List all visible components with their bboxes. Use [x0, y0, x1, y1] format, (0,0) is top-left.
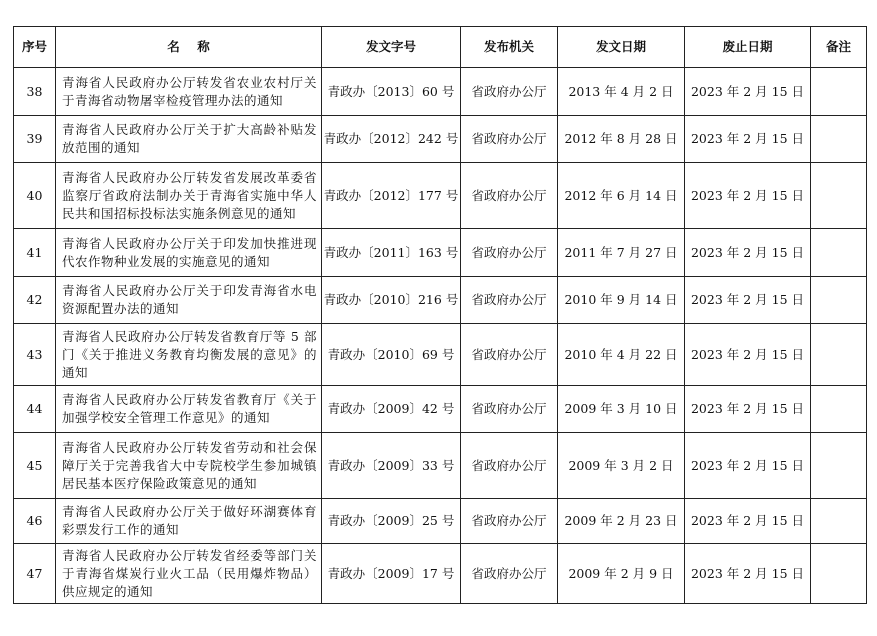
row-repeal-date: 2023 年 2 月 15 日 [685, 544, 811, 604]
row-issue-date: 2012 年 6 月 14 日 [558, 163, 685, 229]
row-remark [811, 386, 867, 433]
row-issuer: 省政府办公厅 [461, 163, 558, 229]
row-repeal-date: 2023 年 2 月 15 日 [685, 229, 811, 277]
table-row [14, 499, 867, 544]
row-remark [811, 324, 867, 386]
header-index: 序号 [14, 27, 56, 68]
repealed-documents-table [13, 26, 867, 604]
row-repeal-date: 2023 年 2 月 15 日 [685, 116, 811, 163]
row-doc-number: 青政办〔2012〕177 号 [322, 163, 461, 229]
row-remark [811, 229, 867, 277]
row-doc-number: 青政办〔2012〕242 号 [322, 116, 461, 163]
table-row [14, 544, 867, 604]
table-row [14, 433, 867, 499]
row-name: 青海省人民政府办公厅关于印发加快推进现代农作物种业发展的实施意见的通知 [56, 229, 322, 277]
row-remark [811, 433, 867, 499]
row-issue-date: 2009 年 2 月 23 日 [558, 499, 685, 544]
row-issuer: 省政府办公厅 [461, 229, 558, 277]
row-issuer: 省政府办公厅 [461, 544, 558, 604]
row-issue-date: 2011 年 7 月 27 日 [558, 229, 685, 277]
row-remark [811, 68, 867, 116]
row-issuer: 省政府办公厅 [461, 68, 558, 116]
header-doc-number: 发文字号 [322, 27, 461, 68]
row-index: 47 [14, 544, 56, 604]
row-name: 青海省人民政府办公厅转发省教育厅等 5 部门《关于推进义务教育均衡发展的意见》的通知 [56, 324, 322, 386]
header-remark: 备注 [811, 27, 867, 68]
row-index: 39 [14, 116, 56, 163]
row-name: 青海省人民政府办公厅关于做好环湖赛体育彩票发行工作的通知 [56, 499, 322, 544]
row-remark [811, 499, 867, 544]
row-repeal-date: 2023 年 2 月 15 日 [685, 68, 811, 116]
row-issuer: 省政府办公厅 [461, 277, 558, 324]
row-issuer: 省政府办公厅 [461, 324, 558, 386]
table-row [14, 386, 867, 433]
row-repeal-date: 2023 年 2 月 15 日 [685, 277, 811, 324]
header-repeal-date: 废止日期 [685, 27, 811, 68]
row-doc-number: 青政办〔2009〕17 号 [322, 544, 461, 604]
row-issuer: 省政府办公厅 [461, 386, 558, 433]
table-row [14, 277, 867, 324]
row-issue-date: 2012 年 8 月 28 日 [558, 116, 685, 163]
row-name: 青海省人民政府办公厅转发省教育厅《关于加强学校安全管理工作意见》的通知 [56, 386, 322, 433]
table-row [14, 229, 867, 277]
row-issue-date: 2013 年 4 月 2 日 [558, 68, 685, 116]
row-doc-number: 青政办〔2010〕216 号 [322, 277, 461, 324]
row-repeal-date: 2023 年 2 月 15 日 [685, 324, 811, 386]
table-row [14, 324, 867, 386]
row-doc-number: 青政办〔2009〕42 号 [322, 386, 461, 433]
row-repeal-date: 2023 年 2 月 15 日 [685, 386, 811, 433]
row-remark [811, 116, 867, 163]
row-name: 青海省人民政府办公厅关于扩大高龄补贴发放范围的通知 [56, 116, 322, 163]
row-issue-date: 2010 年 9 月 14 日 [558, 277, 685, 324]
row-remark [811, 544, 867, 604]
row-index: 43 [14, 324, 56, 386]
row-doc-number: 青政办〔2009〕25 号 [322, 499, 461, 544]
row-name: 青海省人民政府办公厅转发省发展改革委省监察厅省政府法制办关于青海省实施中华人民共和国招标投标法实施条例意见的通知 [56, 163, 322, 229]
header-issuer: 发布机关 [461, 27, 558, 68]
row-name: 青海省人民政府办公厅关于印发青海省水电资源配置办法的通知 [56, 277, 322, 324]
row-index: 46 [14, 499, 56, 544]
row-issuer: 省政府办公厅 [461, 433, 558, 499]
row-repeal-date: 2023 年 2 月 15 日 [685, 163, 811, 229]
row-issue-date: 2010 年 4 月 22 日 [558, 324, 685, 386]
row-index: 41 [14, 229, 56, 277]
row-issue-date: 2009 年 3 月 10 日 [558, 386, 685, 433]
row-name: 青海省人民政府办公厅转发省劳动和社会保障厅关于完善我省大中专院校学生参加城镇居民基本医疗保险政策意见的通知 [56, 433, 322, 499]
table-row [14, 163, 867, 229]
row-issuer: 省政府办公厅 [461, 116, 558, 163]
row-issue-date: 2009 年 2 月 9 日 [558, 544, 685, 604]
row-index: 40 [14, 163, 56, 229]
row-repeal-date: 2023 年 2 月 15 日 [685, 499, 811, 544]
row-index: 38 [14, 68, 56, 116]
row-doc-number: 青政办〔2013〕60 号 [322, 68, 461, 116]
row-name: 青海省人民政府办公厅转发省经委等部门关于青海省煤炭行业火工品（民用爆炸物品）供应规定的通知 [56, 544, 322, 604]
header-issue-date: 发文日期 [558, 27, 685, 68]
table-header-row [14, 27, 867, 68]
row-doc-number: 青政办〔2011〕163 号 [322, 229, 461, 277]
row-index: 44 [14, 386, 56, 433]
table-row [14, 116, 867, 163]
row-repeal-date: 2023 年 2 月 15 日 [685, 433, 811, 499]
row-doc-number: 青政办〔2010〕69 号 [322, 324, 461, 386]
row-doc-number: 青政办〔2009〕33 号 [322, 433, 461, 499]
row-remark [811, 277, 867, 324]
row-issuer: 省政府办公厅 [461, 499, 558, 544]
row-index: 42 [14, 277, 56, 324]
header-name: 名 称 [56, 27, 322, 68]
row-index: 45 [14, 433, 56, 499]
row-issue-date: 2009 年 3 月 2 日 [558, 433, 685, 499]
row-remark [811, 163, 867, 229]
table-row [14, 68, 867, 116]
row-name: 青海省人民政府办公厅转发省农业农村厅关于青海省动物屠宰检疫管理办法的通知 [56, 68, 322, 116]
